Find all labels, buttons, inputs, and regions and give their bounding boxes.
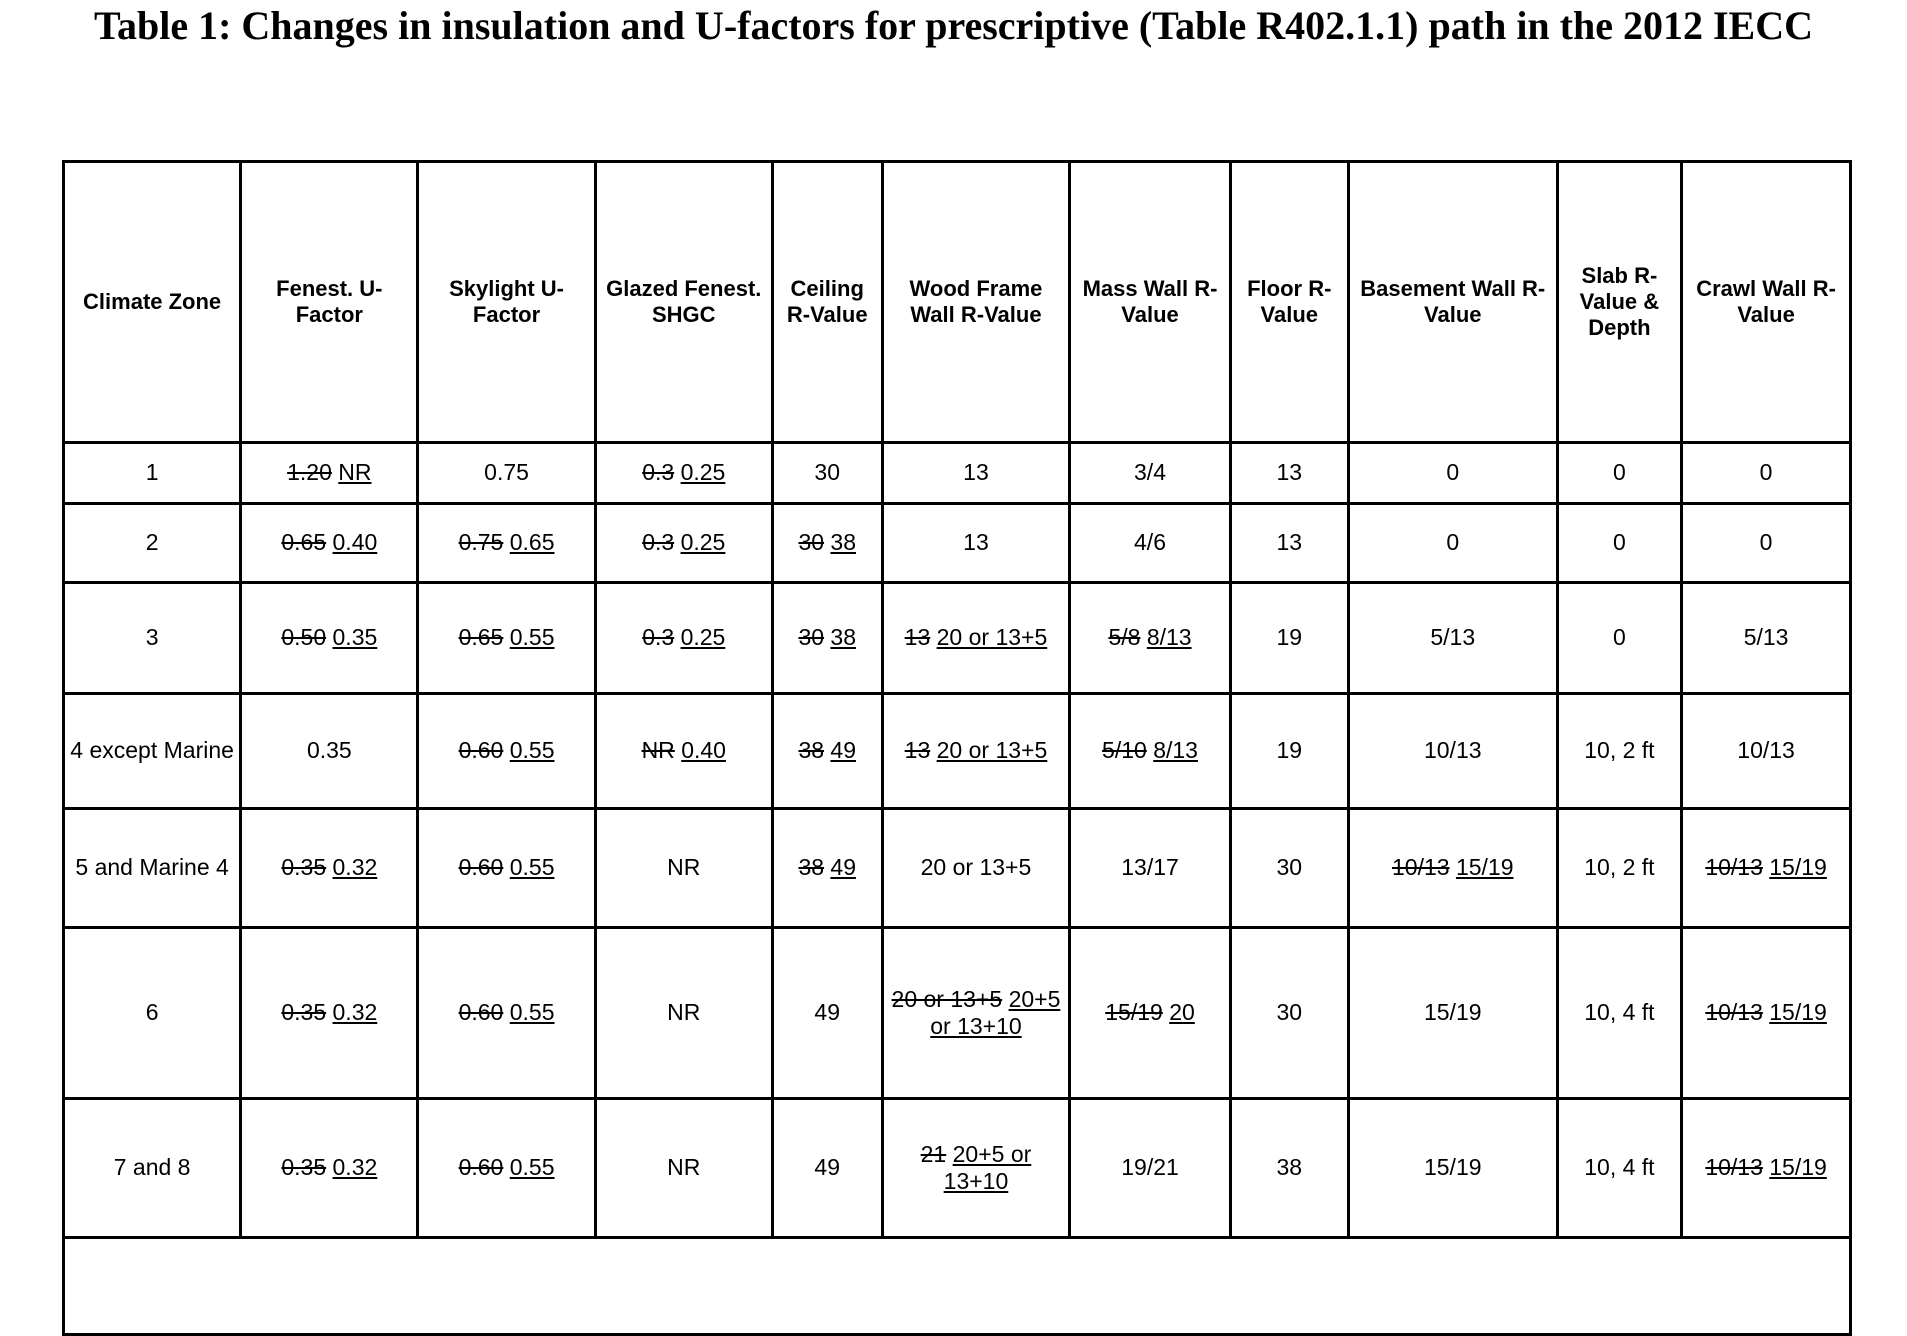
col-header-climate-zone: Climate Zone bbox=[64, 162, 241, 443]
cell-value: 10, 2 ft bbox=[1584, 737, 1655, 764]
cell-fenestration-u-factor bbox=[241, 694, 418, 809]
cell-value: NR bbox=[667, 1154, 701, 1181]
col-header-wood-frame-wall-r-value: Wood Frame Wall R-Value bbox=[882, 162, 1070, 443]
inserted-value: 0.55 bbox=[509, 624, 555, 651]
inserted-value: 20 or 13+5 bbox=[936, 624, 1048, 651]
cell-value: 0 bbox=[1613, 624, 1626, 651]
table-row bbox=[64, 809, 1851, 928]
cell-value: 0 bbox=[1759, 459, 1773, 486]
cell-value: 15/19 bbox=[1423, 999, 1482, 1026]
table-footer-row bbox=[64, 1238, 1851, 1335]
cell-crawl-wall-r-value bbox=[1682, 809, 1851, 928]
inserted-value: 20+5 or 13+10 bbox=[930, 985, 1061, 1039]
table-row bbox=[64, 1099, 1851, 1238]
deleted-value: 20 or 13+5 bbox=[891, 985, 1003, 1012]
cell-crawl-wall-r-value bbox=[1682, 443, 1851, 504]
col-header-skylight-u-factor: Skylight U-Factor bbox=[418, 162, 595, 443]
cell-basement-wall-r-value bbox=[1348, 928, 1557, 1099]
cell-value: 30 bbox=[1276, 999, 1303, 1026]
deleted-value: 38 bbox=[798, 737, 825, 764]
cell-skylight-u-factor bbox=[418, 504, 595, 583]
deleted-value: 5/8 bbox=[1108, 624, 1141, 651]
deleted-value: 0.75 bbox=[458, 529, 504, 556]
inserted-value: 15/19 bbox=[1769, 999, 1827, 1026]
table-header-row bbox=[64, 162, 1851, 443]
cell-value: NR bbox=[667, 999, 701, 1026]
table-body bbox=[64, 443, 1851, 1335]
col-header-basement-wall-r-value: Basement Wall R-Value bbox=[1348, 162, 1557, 443]
cell-floor-r-value bbox=[1230, 809, 1348, 928]
page-title: Table 1: Changes in insulation and U-factors for prescriptive (Table R402.1.1) path in the 2012 IECC bbox=[93, 3, 1814, 48]
insulation-u-factor-table bbox=[62, 160, 1852, 1336]
cell-slab-r-value-depth bbox=[1557, 694, 1681, 809]
inserted-value: 38 bbox=[830, 529, 857, 556]
cell-basement-wall-r-value bbox=[1348, 583, 1557, 694]
cell-climate-zone: 5 and Marine 4 bbox=[64, 809, 241, 928]
cell-wood-frame-wall-r-value bbox=[882, 443, 1070, 504]
cell-value: 13 bbox=[963, 529, 989, 556]
cell-wood-frame-wall-r-value bbox=[882, 809, 1070, 928]
cell-value: 0 bbox=[1613, 459, 1626, 486]
col-header-mass-wall-r-value: Mass Wall R-Value bbox=[1070, 162, 1230, 443]
cell-value: 30 bbox=[814, 459, 841, 486]
inserted-value: 0.32 bbox=[332, 999, 378, 1026]
cell-value: 10, 4 ft bbox=[1584, 1154, 1655, 1181]
inserted-value: 20 bbox=[1169, 999, 1195, 1026]
cell-value: 19 bbox=[1276, 624, 1303, 651]
cell-value: 0 bbox=[1759, 529, 1773, 556]
cell-value: 13 bbox=[1276, 529, 1303, 556]
deleted-value: 15/19 bbox=[1105, 999, 1163, 1026]
inserted-value: 0.55 bbox=[509, 854, 555, 881]
cell-mass-wall-r-value bbox=[1070, 1099, 1230, 1238]
cell-climate-zone: 2 bbox=[64, 504, 241, 583]
cell-value: 5/13 bbox=[1430, 624, 1476, 651]
cell-fenestration-u-factor bbox=[241, 1099, 418, 1238]
cell-value: 0 bbox=[1446, 459, 1460, 486]
cell-slab-r-value-depth bbox=[1557, 504, 1681, 583]
inserted-value: 0.25 bbox=[680, 529, 726, 556]
cell-floor-r-value bbox=[1230, 583, 1348, 694]
cell-slab-r-value-depth bbox=[1557, 1099, 1681, 1238]
deleted-value: 10/13 bbox=[1705, 999, 1763, 1026]
deleted-value: 0.3 bbox=[642, 529, 675, 556]
table-row bbox=[64, 443, 1851, 504]
deleted-value: 10/13 bbox=[1705, 1154, 1763, 1181]
deleted-value: 30 bbox=[798, 624, 825, 651]
cell-crawl-wall-r-value bbox=[1682, 583, 1851, 694]
table-row bbox=[64, 928, 1851, 1099]
inserted-value: 20+5 or 13+10 bbox=[943, 1140, 1032, 1194]
cell-value: 3/4 bbox=[1134, 459, 1166, 486]
cell-ceiling-r-value bbox=[772, 694, 882, 809]
inserted-value: 15/19 bbox=[1455, 854, 1514, 881]
inserted-value: 0.40 bbox=[332, 529, 378, 556]
cell-slab-r-value-depth bbox=[1557, 443, 1681, 504]
deleted-value: 30 bbox=[798, 529, 825, 556]
cell-glazed-fenestration-shgc bbox=[595, 443, 772, 504]
cell-skylight-u-factor bbox=[418, 809, 595, 928]
cell-mass-wall-r-value bbox=[1070, 443, 1230, 504]
cell-climate-zone: 1 bbox=[64, 443, 241, 504]
col-header-ceiling-r-value: Ceiling R-Value bbox=[772, 162, 882, 443]
cell-value: 20 or 13+5 bbox=[920, 854, 1032, 881]
deleted-value: 0.35 bbox=[281, 1154, 327, 1181]
cell-value: NR bbox=[667, 854, 701, 881]
deleted-value: 0.60 bbox=[458, 737, 504, 764]
cell-skylight-u-factor bbox=[418, 1099, 595, 1238]
cell-floor-r-value bbox=[1230, 694, 1348, 809]
inserted-value: 15/19 bbox=[1769, 854, 1827, 881]
cell-value: 49 bbox=[814, 1154, 841, 1181]
col-header-crawl-wall-r-value: Crawl Wall R-Value bbox=[1682, 162, 1851, 443]
cell-value: 5/13 bbox=[1743, 624, 1789, 651]
cell-skylight-u-factor bbox=[418, 928, 595, 1099]
cell-value: 4/6 bbox=[1134, 529, 1166, 556]
cell-mass-wall-r-value bbox=[1070, 809, 1230, 928]
table-row bbox=[64, 583, 1851, 694]
inserted-value: 8/13 bbox=[1153, 737, 1198, 764]
inserted-value: 8/13 bbox=[1146, 624, 1192, 651]
deleted-value: 0.65 bbox=[458, 624, 504, 651]
cell-value: 19 bbox=[1276, 737, 1303, 764]
cell-wood-frame-wall-r-value bbox=[882, 504, 1070, 583]
cell-value: 15/19 bbox=[1423, 1154, 1482, 1181]
cell-slab-r-value-depth bbox=[1557, 928, 1681, 1099]
cell-glazed-fenestration-shgc bbox=[595, 809, 772, 928]
cell-wood-frame-wall-r-value bbox=[882, 583, 1070, 694]
deleted-value: 10/13 bbox=[1392, 854, 1450, 881]
cell-wood-frame-wall-r-value bbox=[882, 928, 1070, 1099]
cell-value: 0.75 bbox=[484, 459, 529, 486]
inserted-value: 0.55 bbox=[509, 737, 555, 764]
cell-crawl-wall-r-value bbox=[1682, 694, 1851, 809]
table-row bbox=[64, 504, 1851, 583]
cell-basement-wall-r-value bbox=[1348, 694, 1557, 809]
cell-glazed-fenestration-shgc bbox=[595, 583, 772, 694]
inserted-value: 49 bbox=[830, 854, 857, 881]
cell-floor-r-value bbox=[1230, 1099, 1348, 1238]
cell-ceiling-r-value bbox=[772, 443, 882, 504]
deleted-value: 38 bbox=[798, 854, 825, 881]
inserted-value: 0.55 bbox=[509, 999, 555, 1026]
cell-crawl-wall-r-value bbox=[1682, 1099, 1851, 1238]
cell-mass-wall-r-value bbox=[1070, 694, 1230, 809]
deleted-value: 0.60 bbox=[458, 999, 504, 1026]
cell-ceiling-r-value bbox=[772, 1099, 882, 1238]
cell-wood-frame-wall-r-value bbox=[882, 1099, 1070, 1238]
inserted-value: NR bbox=[338, 459, 372, 486]
deleted-value: 0.50 bbox=[281, 624, 327, 651]
col-header-floor-r-value: Floor R-Value bbox=[1230, 162, 1348, 443]
deleted-value: 0.60 bbox=[458, 854, 504, 881]
cell-fenestration-u-factor bbox=[241, 504, 418, 583]
cell-value: 10, 4 ft bbox=[1584, 999, 1655, 1026]
cell-climate-zone: 7 and 8 bbox=[64, 1099, 241, 1238]
cell-value: 10/13 bbox=[1737, 737, 1795, 764]
cell-ceiling-r-value bbox=[772, 583, 882, 694]
cell-slab-r-value-depth bbox=[1557, 583, 1681, 694]
inserted-value: 49 bbox=[830, 737, 857, 764]
table-container bbox=[62, 160, 1852, 1336]
cell-value: 0 bbox=[1446, 529, 1460, 556]
cell-skylight-u-factor bbox=[418, 443, 595, 504]
deleted-value: NR bbox=[641, 737, 675, 764]
cell-value: 10, 2 ft bbox=[1584, 854, 1655, 881]
inserted-value: 0.32 bbox=[332, 1154, 378, 1181]
inserted-value: 15/19 bbox=[1769, 1154, 1827, 1181]
cell-climate-zone: 6 bbox=[64, 928, 241, 1099]
deleted-value: 13 bbox=[904, 737, 931, 764]
deleted-value: 0.35 bbox=[281, 999, 327, 1026]
inserted-value: 0.25 bbox=[680, 459, 726, 486]
deleted-value: 0.3 bbox=[642, 624, 675, 651]
cell-floor-r-value bbox=[1230, 504, 1348, 583]
cell-value: 30 bbox=[1276, 854, 1303, 881]
cell-floor-r-value bbox=[1230, 928, 1348, 1099]
cell-value: 0.35 bbox=[306, 737, 352, 764]
deleted-value: 10/13 bbox=[1705, 854, 1763, 881]
inserted-value: 0.40 bbox=[681, 737, 726, 764]
cell-skylight-u-factor bbox=[418, 583, 595, 694]
cell-basement-wall-r-value bbox=[1348, 443, 1557, 504]
cell-crawl-wall-r-value bbox=[1682, 928, 1851, 1099]
cell-glazed-fenestration-shgc bbox=[595, 1099, 772, 1238]
cell-mass-wall-r-value bbox=[1070, 928, 1230, 1099]
cell-skylight-u-factor bbox=[418, 694, 595, 809]
col-header-slab-r-value-depth: Slab R-Value & Depth bbox=[1557, 162, 1681, 443]
deleted-value: 5/10 bbox=[1102, 737, 1147, 764]
cell-basement-wall-r-value bbox=[1348, 504, 1557, 583]
deleted-value: 0.60 bbox=[458, 1154, 504, 1181]
table-footer-cell bbox=[64, 1238, 1851, 1335]
deleted-value: 13 bbox=[904, 624, 931, 651]
inserted-value: 0.25 bbox=[680, 624, 726, 651]
cell-fenestration-u-factor bbox=[241, 583, 418, 694]
cell-ceiling-r-value bbox=[772, 928, 882, 1099]
cell-value: 13 bbox=[1276, 459, 1303, 486]
inserted-value: 0.32 bbox=[332, 854, 378, 881]
cell-value: 13/17 bbox=[1121, 854, 1179, 881]
cell-crawl-wall-r-value bbox=[1682, 504, 1851, 583]
cell-glazed-fenestration-shgc bbox=[595, 694, 772, 809]
cell-ceiling-r-value bbox=[772, 504, 882, 583]
cell-value: 0 bbox=[1613, 529, 1626, 556]
cell-slab-r-value-depth bbox=[1557, 809, 1681, 928]
inserted-value: 0.55 bbox=[509, 1154, 555, 1181]
cell-glazed-fenestration-shgc bbox=[595, 928, 772, 1099]
cell-basement-wall-r-value bbox=[1348, 809, 1557, 928]
cell-mass-wall-r-value bbox=[1070, 504, 1230, 583]
cell-value: 19/21 bbox=[1121, 1154, 1179, 1181]
cell-glazed-fenestration-shgc bbox=[595, 504, 772, 583]
deleted-value: 0.35 bbox=[281, 854, 327, 881]
cell-mass-wall-r-value bbox=[1070, 583, 1230, 694]
cell-wood-frame-wall-r-value bbox=[882, 694, 1070, 809]
deleted-value: 0.3 bbox=[642, 459, 675, 486]
cell-value: 13 bbox=[963, 459, 989, 486]
cell-floor-r-value bbox=[1230, 443, 1348, 504]
cell-fenestration-u-factor bbox=[241, 928, 418, 1099]
cell-value: 10/13 bbox=[1423, 737, 1482, 764]
cell-climate-zone: 4 except Marine bbox=[64, 694, 241, 809]
cell-ceiling-r-value bbox=[772, 809, 882, 928]
col-header-fenestration-u-factor: Fenest. U-Factor bbox=[241, 162, 418, 443]
table-row bbox=[64, 694, 1851, 809]
inserted-value: 0.65 bbox=[509, 529, 555, 556]
cell-climate-zone: 3 bbox=[64, 583, 241, 694]
inserted-value: 0.35 bbox=[332, 624, 378, 651]
deleted-value: 1.20 bbox=[287, 459, 332, 486]
col-header-glazed-fenestration-shgc: Glazed Fenest. SHGC bbox=[595, 162, 772, 443]
inserted-value: 38 bbox=[830, 624, 857, 651]
deleted-value: 0.65 bbox=[281, 529, 327, 556]
cell-basement-wall-r-value bbox=[1348, 1099, 1557, 1238]
cell-value: 38 bbox=[1276, 1154, 1303, 1181]
cell-fenestration-u-factor bbox=[241, 443, 418, 504]
cell-value: 49 bbox=[814, 999, 841, 1026]
inserted-value: 20 or 13+5 bbox=[936, 737, 1048, 764]
cell-fenestration-u-factor bbox=[241, 809, 418, 928]
deleted-value: 21 bbox=[920, 1140, 947, 1167]
